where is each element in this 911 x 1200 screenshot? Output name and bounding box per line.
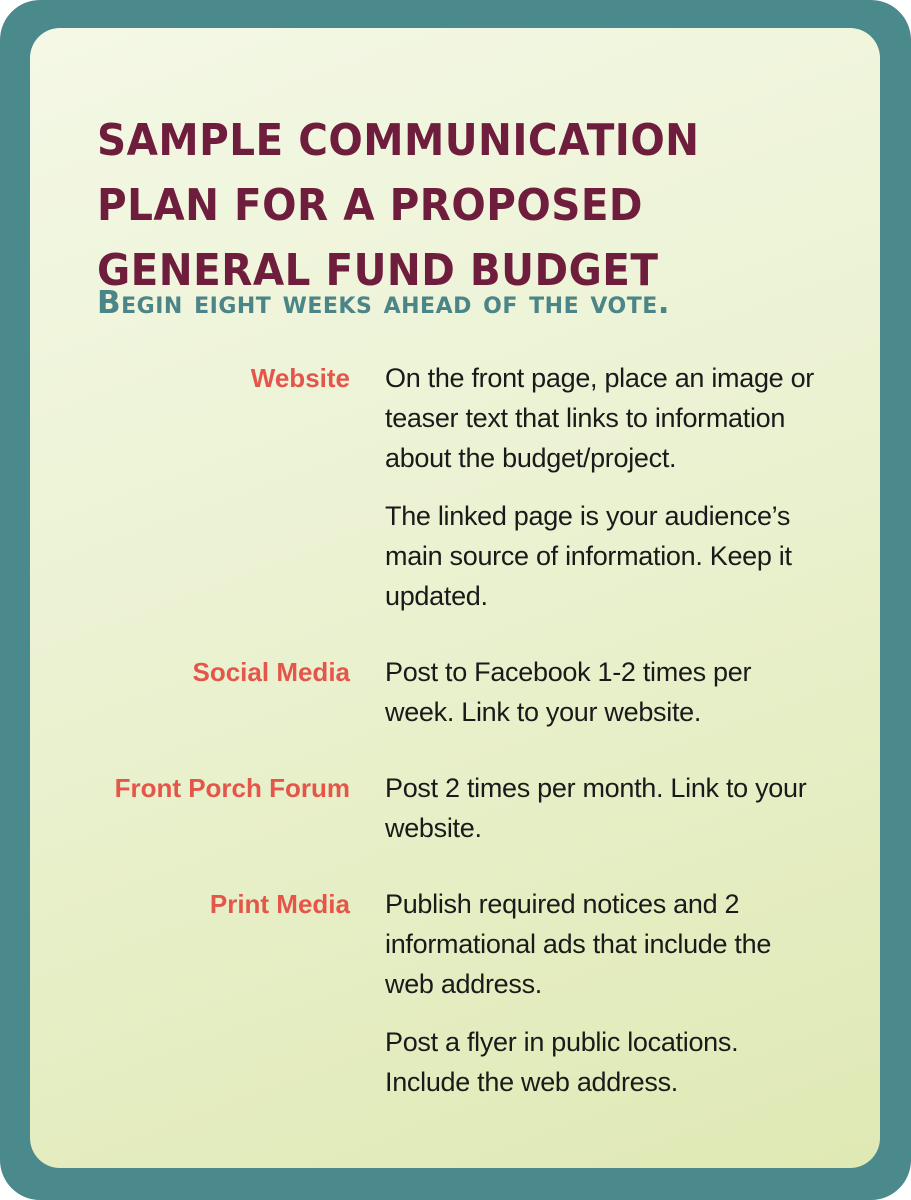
row-description	[385, 358, 825, 634]
row-description	[385, 884, 825, 1120]
row-paragraph: The linked page is your audience’s main source of information. Keep it updated.	[385, 501, 792, 611]
row-paragraph: Post a flyer in public locations. Include the web address.	[385, 1027, 739, 1097]
row-paragraph: Post 2 times per month. Link to your website.	[385, 773, 807, 843]
row-paragraph: Post to Facebook 1-2 times per week. Link to your website.	[385, 657, 752, 727]
row-description	[385, 768, 825, 866]
row-label: Print Media	[209, 889, 350, 919]
row-label: Front Porch Forum	[114, 773, 350, 803]
row-paragraph: On the front page, place an image or teaser text that links to information about the budget/project.	[385, 363, 814, 473]
row-paragraph: Publish required notices and 2 informational ads that include the web address.	[385, 889, 772, 999]
row-description	[385, 652, 825, 750]
plan-rows	[30, 28, 880, 1168]
row-label: Social Media	[192, 657, 350, 687]
page-title: SAMPLE COMMUNICATION PLAN FOR A PROPOSED GENERAL FUND BUDGET	[97, 115, 700, 296]
subtitle: Begin eight weeks ahead of the vote.	[97, 285, 671, 321]
row-label: Website	[250, 363, 350, 393]
plan-card	[30, 28, 880, 1168]
